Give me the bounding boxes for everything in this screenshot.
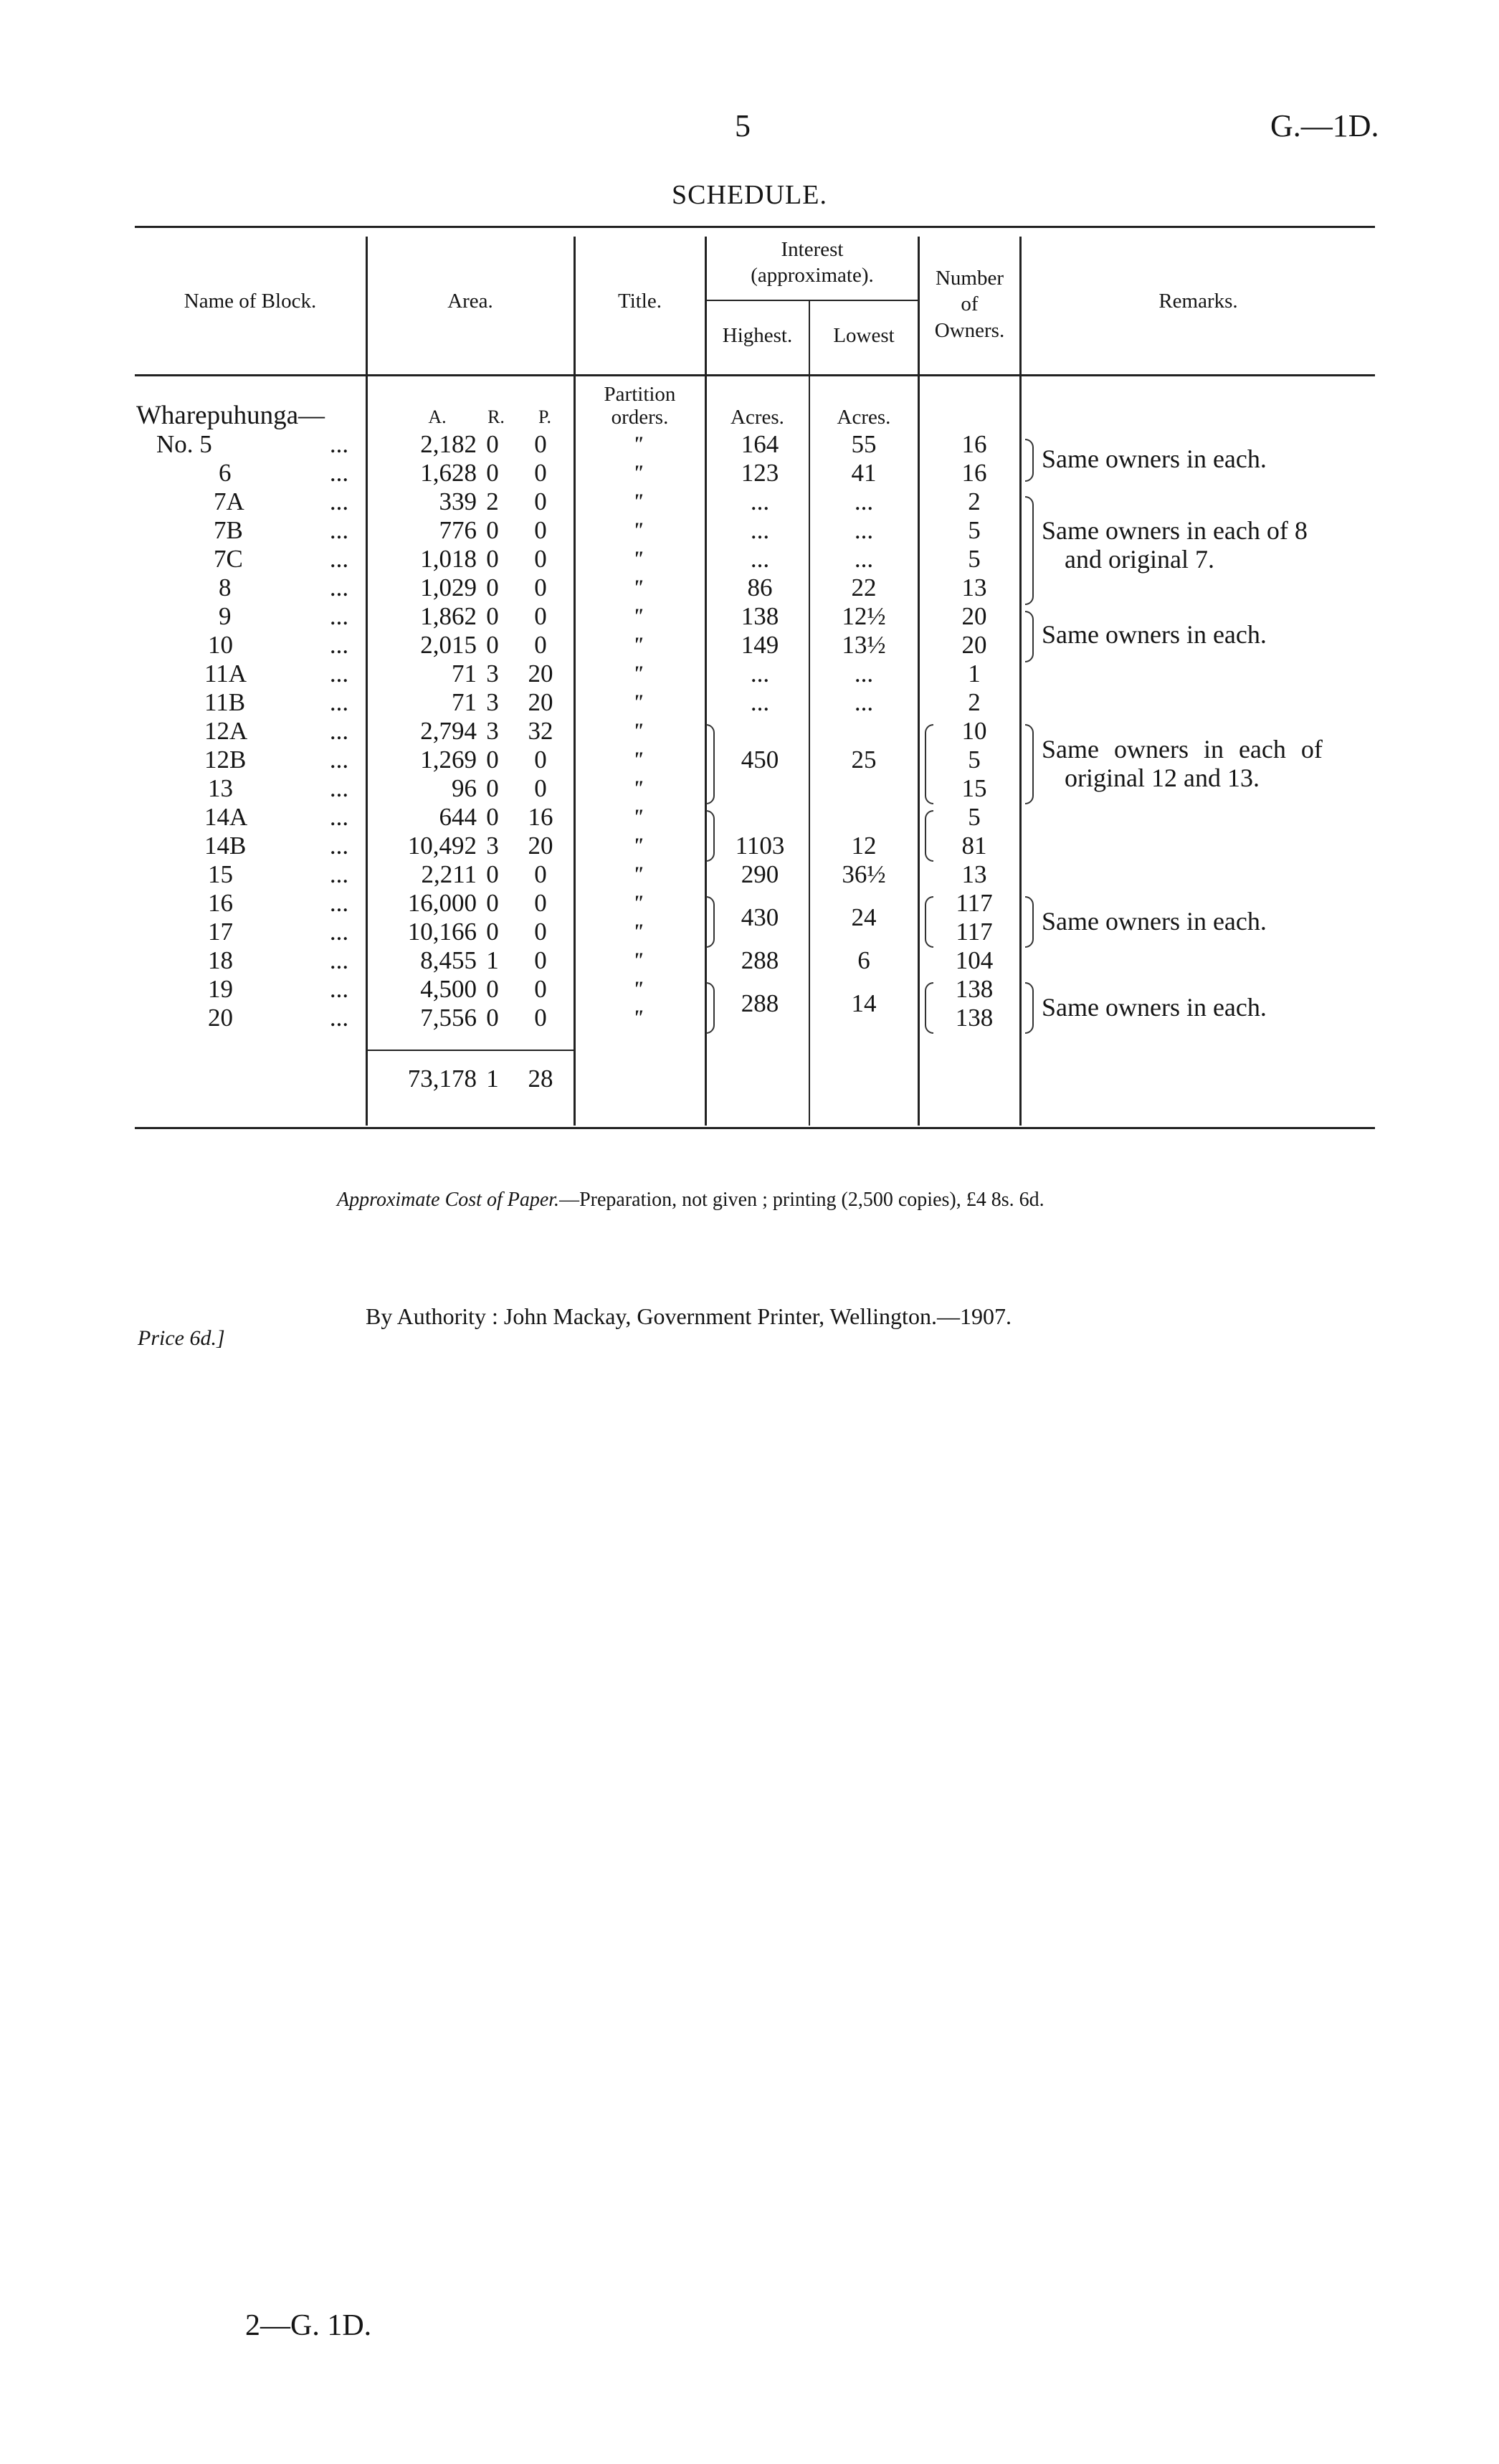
interest-highest: 290 xyxy=(741,860,779,888)
area-acres: 776 xyxy=(439,516,477,544)
block-label: 8 xyxy=(219,574,232,601)
block-label: 16 xyxy=(208,889,233,917)
interest-lowest: 55 xyxy=(851,430,877,458)
area-perches: 0 xyxy=(534,774,547,802)
schedule-title: SCHEDULE. xyxy=(672,180,827,210)
interest-lowest: 25 xyxy=(851,746,877,774)
interest-highest: 123 xyxy=(741,459,779,487)
title-ditto: " xyxy=(632,862,644,886)
leader-dots: ... xyxy=(329,975,349,1003)
area-roods: 0 xyxy=(486,430,499,458)
area-acres: 2,182 xyxy=(420,430,477,458)
area-roods: 0 xyxy=(486,631,499,659)
block-label: 12B xyxy=(204,746,247,774)
area-roods: 0 xyxy=(486,746,499,774)
area-roods: 0 xyxy=(486,860,499,888)
interest-lowest: 12½ xyxy=(842,602,886,630)
remark-text: original 12 and 13. xyxy=(1065,764,1260,792)
area-acres: 4,500 xyxy=(420,975,477,1003)
interest-highest: 164 xyxy=(741,430,779,458)
title-ditto: " xyxy=(632,461,644,485)
block-label: 11A xyxy=(204,660,247,688)
area-roods: 0 xyxy=(486,889,499,917)
area-acres: 8,455 xyxy=(420,946,477,974)
block-label: 7A xyxy=(214,487,244,515)
title-ditto: " xyxy=(632,432,644,456)
owners-count: 5 xyxy=(968,803,981,831)
cost-of-paper-note xyxy=(337,1189,1044,1212)
area-roods: 0 xyxy=(486,774,499,802)
area-acres: 71 xyxy=(452,660,477,688)
page-number: 5 xyxy=(735,108,751,143)
interest-lowest: ... xyxy=(854,487,874,515)
unit-lowest-acres: Acres. xyxy=(837,406,891,429)
leader-dots: ... xyxy=(329,717,349,745)
block-label: 7B xyxy=(214,516,243,544)
area-acres: 1,269 xyxy=(420,746,477,774)
interest-lowest: 22 xyxy=(851,574,877,601)
area-perches: 0 xyxy=(534,487,547,515)
unit-acres-a: A. xyxy=(428,406,447,427)
leader-dots: ... xyxy=(329,946,349,974)
remarks-brace xyxy=(1025,496,1034,605)
header-area: Area. xyxy=(447,290,493,313)
block-label: 17 xyxy=(208,918,233,946)
remarks-brace xyxy=(1025,724,1034,804)
owners-count: 16 xyxy=(961,459,987,487)
leader-dots: ... xyxy=(329,660,349,688)
area-perches: 20 xyxy=(528,832,553,860)
area-roods: 0 xyxy=(486,574,499,601)
title-ditto: " xyxy=(632,662,644,685)
area-perches: 16 xyxy=(528,803,553,831)
area-acres: 1,018 xyxy=(420,545,477,573)
interest-highest: 149 xyxy=(741,631,779,659)
leader-dots: ... xyxy=(329,602,349,630)
remarks-brace xyxy=(1025,982,1034,1034)
owners-count: 138 xyxy=(955,1004,994,1032)
interest-lowest-group-14: 12 xyxy=(851,832,877,860)
remark-text: Same owners in each of 8 xyxy=(1042,516,1308,545)
area-perches: 0 xyxy=(534,430,547,458)
interest-highest: ... xyxy=(750,487,770,515)
area-perches: 0 xyxy=(534,975,547,1003)
area-acres: 2,015 xyxy=(420,631,477,659)
owners-count: 117 xyxy=(956,889,993,917)
area-acres: 71 xyxy=(452,688,477,716)
area-total-rule xyxy=(367,1050,575,1051)
area-perches: 0 xyxy=(534,516,547,544)
owners-count: 10 xyxy=(961,717,987,745)
title-ditto: " xyxy=(632,748,644,771)
leader-dots: ... xyxy=(329,545,349,573)
interest-group-brace xyxy=(706,896,715,948)
owners-count: 138 xyxy=(955,975,994,1003)
total-perches: 28 xyxy=(528,1065,553,1093)
area-perches: 0 xyxy=(534,946,547,974)
header-name-of-block: Name of Block. xyxy=(184,290,317,313)
area-acres: 1,862 xyxy=(420,602,477,630)
remark-text: Same owners in each. xyxy=(1042,620,1267,649)
block-label: 20 xyxy=(208,1004,233,1032)
interest-highest: ... xyxy=(750,688,770,716)
area-roods: 0 xyxy=(486,459,499,487)
area-perches: 0 xyxy=(534,1004,547,1032)
block-label: 18 xyxy=(208,946,233,974)
remarks-brace xyxy=(1025,896,1034,948)
leader-dots: ... xyxy=(329,803,349,831)
block-label: 9 xyxy=(219,602,232,630)
title-ditto: " xyxy=(632,518,644,542)
area-acres: 96 xyxy=(452,774,477,802)
interest-subheader-rule xyxy=(706,300,918,301)
title-ditto: " xyxy=(632,834,644,857)
interest-lowest: 6 xyxy=(857,946,870,974)
area-perches: 0 xyxy=(534,574,547,601)
owners-count: 2 xyxy=(968,688,981,716)
title-ditto: " xyxy=(632,920,644,943)
area-acres: 2,211 xyxy=(421,860,477,888)
block-label: 15 xyxy=(208,860,233,888)
leader-dots: ... xyxy=(329,688,349,716)
title-ditto: " xyxy=(632,633,644,657)
area-acres: 7,556 xyxy=(420,1004,477,1032)
header-remarks: Remarks. xyxy=(1158,290,1238,313)
header-title: Title. xyxy=(618,290,662,313)
title-ditto: " xyxy=(632,891,644,915)
leader-dots: ... xyxy=(329,918,349,946)
area-roods: 0 xyxy=(486,516,499,544)
title-ditto: " xyxy=(632,490,644,513)
title-partition: Partition xyxy=(604,383,676,406)
interest-lowest-group-19-20: 14 xyxy=(851,989,877,1017)
area-acres: 1,628 xyxy=(420,459,477,487)
interest-highest-group-16-17: 430 xyxy=(741,903,779,931)
block-label: 10 xyxy=(208,631,233,659)
block-label: 19 xyxy=(208,975,233,1003)
leader-dots: ... xyxy=(329,631,349,659)
title-ditto: " xyxy=(632,1006,644,1029)
remark-text: Same owners in each. xyxy=(1042,444,1267,473)
title-ditto: " xyxy=(632,547,644,571)
document-reference: G.—1D. xyxy=(1270,108,1379,143)
header-number-of-owners xyxy=(920,265,1019,343)
area-perches: 0 xyxy=(534,918,547,946)
area-acres: 2,794 xyxy=(420,717,477,745)
owners-count: 20 xyxy=(961,602,987,630)
block-label: 11B xyxy=(204,688,246,716)
owners-group-brace xyxy=(925,982,933,1034)
remarks-brace xyxy=(1025,439,1034,482)
unit-perches-p: P. xyxy=(538,406,552,427)
remark-text: Same owners in each. xyxy=(1042,993,1267,1022)
interest-highest-group-19-20: 288 xyxy=(741,989,779,1017)
cost-note-label: Approximate Cost of Paper. xyxy=(337,1189,560,1211)
area-roods: 0 xyxy=(486,602,499,630)
sheet-signature: 2—G. 1D. xyxy=(245,2309,372,2342)
table-bottom-rule xyxy=(135,1127,1375,1129)
area-perches: 0 xyxy=(534,459,547,487)
area-acres: 339 xyxy=(439,487,477,515)
owners-group-brace xyxy=(925,896,933,948)
area-perches: 20 xyxy=(528,660,553,688)
interest-highest: 86 xyxy=(747,574,773,601)
interest-lowest: ... xyxy=(854,660,874,688)
title-ditto: " xyxy=(632,805,644,829)
header-owners-line-3: Owners. xyxy=(934,318,1005,342)
area-perches: 20 xyxy=(528,688,553,716)
area-acres: 16,000 xyxy=(407,889,477,917)
block-label: 14B xyxy=(204,832,247,860)
owners-count: 16 xyxy=(961,430,987,458)
owners-count: 13 xyxy=(961,574,987,601)
leader-dots: ... xyxy=(329,487,349,515)
title-ditto: " xyxy=(632,604,644,628)
interest-lowest: 13½ xyxy=(842,631,886,659)
leader-dots: ... xyxy=(329,746,349,774)
block-label: 6 xyxy=(219,459,232,487)
area-roods: 1 xyxy=(486,946,499,974)
title-ditto: " xyxy=(632,776,644,800)
interest-lowest: ... xyxy=(854,688,874,716)
interest-highest: ... xyxy=(750,516,770,544)
area-roods: 0 xyxy=(486,545,499,573)
title-orders: orders. xyxy=(611,406,669,429)
interest-group-brace xyxy=(706,810,715,862)
interest-highest: 450 xyxy=(741,746,779,774)
interest-lowest: 36½ xyxy=(842,860,886,888)
area-roods: 0 xyxy=(486,975,499,1003)
interest-group-brace xyxy=(706,982,715,1034)
cost-note-text: —Preparation, not given ; printing (2,500 copies), £4 8s. 6d. xyxy=(559,1189,1044,1211)
block-label: 13 xyxy=(208,774,233,802)
owners-count: 13 xyxy=(961,860,987,888)
owners-count: 20 xyxy=(961,631,987,659)
owners-count: 117 xyxy=(956,918,993,946)
leader-dots: ... xyxy=(329,832,349,860)
area-roods: 0 xyxy=(486,918,499,946)
leader-dots: ... xyxy=(329,860,349,888)
printer-authority: By Authority : John Mackay, Government Printer, Wellington.—1907. xyxy=(366,1303,1012,1329)
area-perches: 0 xyxy=(534,746,547,774)
area-roods: 0 xyxy=(486,803,499,831)
leader-dots: ... xyxy=(329,516,349,544)
block-name: Wharepuhunga— xyxy=(136,401,325,430)
area-acres: 644 xyxy=(439,803,477,831)
area-acres: 10,492 xyxy=(407,832,477,860)
block-label: 7C xyxy=(214,545,243,573)
price: Price 6d.] xyxy=(138,1326,225,1350)
owners-group-brace xyxy=(925,810,933,862)
interest-highest: ... xyxy=(750,660,770,688)
block-label: No. 5 xyxy=(156,430,212,458)
column-divider-area-title xyxy=(574,237,576,1126)
leader-dots: ... xyxy=(329,574,349,601)
leader-dots: ... xyxy=(329,459,349,487)
interest-lowest-group-16-17: 24 xyxy=(851,903,877,931)
leader-dots: ... xyxy=(329,774,349,802)
interest-highest: 138 xyxy=(741,602,779,630)
area-acres: 10,166 xyxy=(407,918,477,946)
header-lowest: Lowest xyxy=(833,324,895,347)
leader-dots: ... xyxy=(329,1004,349,1032)
unit-roods-r: R. xyxy=(487,406,505,427)
area-perches: 0 xyxy=(534,602,547,630)
owners-count: 104 xyxy=(955,946,994,974)
total-acres: 73,178 xyxy=(407,1065,477,1093)
title-ditto: " xyxy=(632,576,644,599)
interest-lowest: ... xyxy=(854,516,874,544)
title-ditto: " xyxy=(632,977,644,1001)
owners-group-brace xyxy=(925,724,933,804)
owners-count: 5 xyxy=(968,746,981,774)
interest-lowest: 41 xyxy=(851,459,877,487)
area-roods: 2 xyxy=(486,487,499,515)
interest-highest: 288 xyxy=(741,946,779,974)
remark-text: and original 7. xyxy=(1065,545,1214,574)
owners-count: 81 xyxy=(961,832,987,860)
area-perches: 0 xyxy=(534,889,547,917)
owners-count: 5 xyxy=(968,516,981,544)
header-owners-line-2: of xyxy=(961,292,979,316)
header-interest: Interest (approximate). xyxy=(751,238,874,287)
block-label: 12A xyxy=(204,717,248,745)
total-roods: 1 xyxy=(486,1065,499,1093)
area-roods: 0 xyxy=(486,1004,499,1032)
area-perches: 0 xyxy=(534,631,547,659)
remark-text: Same owners in each. xyxy=(1042,907,1267,936)
title-ditto: " xyxy=(632,690,644,714)
leader-dots: ... xyxy=(329,430,349,458)
table-top-rule xyxy=(135,226,1375,228)
block-label: 14A xyxy=(204,803,248,831)
owners-count: 1 xyxy=(968,660,981,688)
header-highest: Highest. xyxy=(722,324,793,347)
area-perches: 0 xyxy=(534,545,547,573)
table-header-rule xyxy=(135,374,1375,376)
leader-dots: ... xyxy=(329,889,349,917)
area-perches: 32 xyxy=(528,717,553,745)
area-roods: 3 xyxy=(486,660,499,688)
owners-count: 2 xyxy=(968,487,981,515)
area-acres: 1,029 xyxy=(420,574,477,601)
title-ditto: " xyxy=(632,948,644,972)
interest-highest: ... xyxy=(750,545,770,573)
area-roods: 3 xyxy=(486,832,499,860)
area-roods: 3 xyxy=(486,717,499,745)
interest-group-brace xyxy=(706,724,715,804)
owners-count: 15 xyxy=(961,774,987,802)
header-owners-line-1: Number xyxy=(935,267,1004,290)
interest-highest-group-14: 1103 xyxy=(735,832,785,860)
area-perches: 0 xyxy=(534,860,547,888)
remarks-brace xyxy=(1025,611,1034,662)
area-roods: 3 xyxy=(486,688,499,716)
title-ditto: " xyxy=(632,719,644,743)
unit-highest-acres: Acres. xyxy=(731,406,784,429)
remark-text: Same owners in each of xyxy=(1042,735,1323,764)
interest-lowest: ... xyxy=(854,545,874,573)
owners-count: 5 xyxy=(968,545,981,573)
